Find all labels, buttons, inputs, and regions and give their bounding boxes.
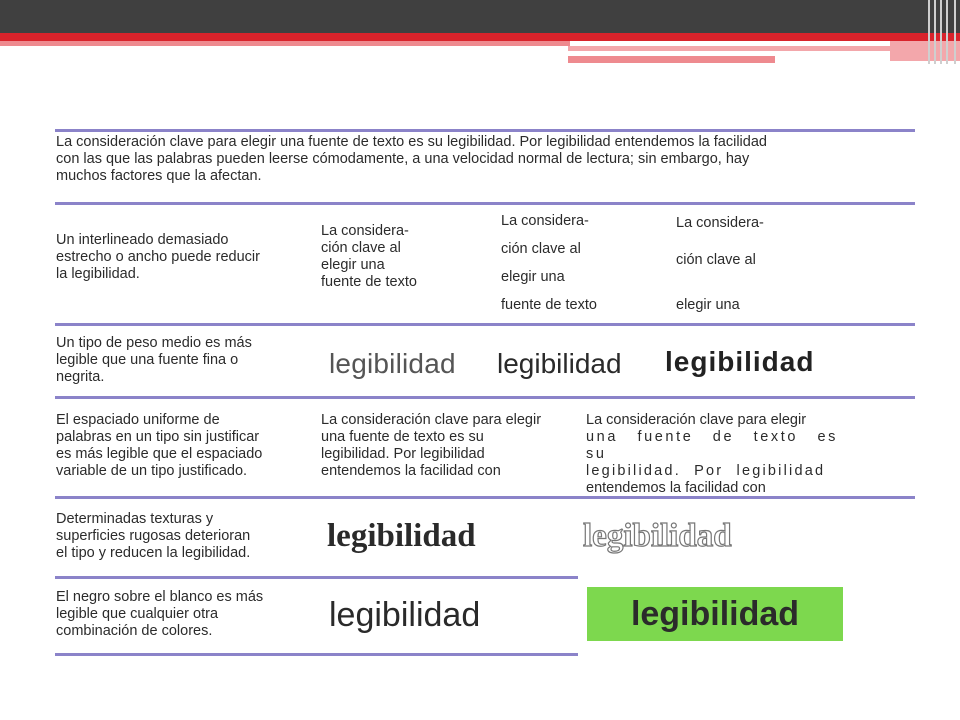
table-rule <box>55 653 578 656</box>
description-line: Un interlineado demasiado <box>56 232 229 248</box>
weight-sample-regular: legibilidad <box>497 348 622 379</box>
intro-paragraph <box>56 134 916 185</box>
weight-sample-bold: legibilidad <box>665 346 815 377</box>
description-line: legible que una fuente fina o <box>56 352 239 368</box>
description-line: es más legible que el espaciado <box>56 446 263 462</box>
intro-line: muchos factores que la afectan. <box>56 168 262 184</box>
color-description <box>56 589 306 640</box>
leading-sample-medium <box>501 207 661 319</box>
description-line: combinación de colores. <box>56 623 213 639</box>
sample-line: legibilidad. Por legibilidad <box>321 446 485 462</box>
weight-sample-light: legibilidad <box>329 348 456 379</box>
sample-line: La considera- <box>321 223 409 239</box>
texture-sample-rough: legibilidad <box>583 518 732 554</box>
table-rule <box>55 323 915 326</box>
weight-description <box>56 335 306 386</box>
table-rule <box>55 576 578 579</box>
sample-line: una fuente de texto es su <box>321 429 484 445</box>
sample-line: La consideración clave para elegir <box>321 412 542 428</box>
description-line: palabras en un tipo sin justificar <box>56 429 260 445</box>
texture-sample-clean: legibilidad <box>327 518 476 554</box>
sample-line: elegir una <box>321 257 385 273</box>
sample-line: La considera- <box>676 215 764 231</box>
sample-line: La consideración clave para elegir <box>586 412 807 428</box>
table-rule <box>55 396 915 399</box>
sample-line: legibilidad. Por legibilidad <box>586 463 826 479</box>
sample-line: ción clave al <box>676 252 756 268</box>
description-line: Determinadas texturas y <box>56 511 214 527</box>
sample-line: una fuente de texto es su <box>586 429 838 462</box>
intro-line: con las que las palabras pueden leerse cómodamente, a una velocidad normal de lectura; sin embargo, hay <box>56 151 750 167</box>
sample-line: ción clave al <box>501 241 581 257</box>
sample-line: entendemos la facilidad con <box>586 480 766 496</box>
color-sample-green-box <box>587 587 843 641</box>
color-sample-green-text: legibilidad <box>630 594 800 633</box>
sample-line: La considera- <box>501 213 589 229</box>
texture-description <box>56 511 306 562</box>
leading-sample-tight <box>321 223 481 291</box>
color-sample-black: legibilidad <box>329 596 481 634</box>
sample-line: elegir una <box>501 269 565 285</box>
description-line: Un tipo de peso medio es más <box>56 335 252 351</box>
leading-description <box>56 232 306 283</box>
description-line: el tipo y reducen la legibilidad. <box>56 545 251 561</box>
description-line: la legibilidad. <box>56 266 140 282</box>
sample-line: fuente de texto <box>321 274 417 290</box>
sample-line: ción clave al <box>321 240 401 256</box>
sample-line: fuente de texto <box>501 297 597 313</box>
description-line: El espaciado uniforme de <box>56 412 220 428</box>
description-line: El negro sobre el blanco es más <box>56 589 264 605</box>
description-line: negrita. <box>56 369 105 385</box>
spacing-sample-ragged <box>321 412 576 480</box>
description-line: superficies rugosas deterioran <box>56 528 251 544</box>
description-line: estrecho o ancho puede reducir <box>56 249 260 265</box>
table-rule <box>55 129 915 132</box>
leading-sample-wide <box>676 215 836 314</box>
description-line: legible que cualquier otra <box>56 606 219 622</box>
intro-line: La consideración clave para elegir una fuente de texto es su legibilidad. Por legibilidad entendemos la facilidad <box>56 134 767 150</box>
description-line: variable de un tipo justificado. <box>56 463 248 479</box>
table-rule <box>55 202 915 205</box>
spacing-sample-justified <box>586 412 838 497</box>
sample-line: entendemos la facilidad con <box>321 463 501 479</box>
spacing-description <box>56 412 306 480</box>
sample-line: elegir una <box>676 297 740 313</box>
